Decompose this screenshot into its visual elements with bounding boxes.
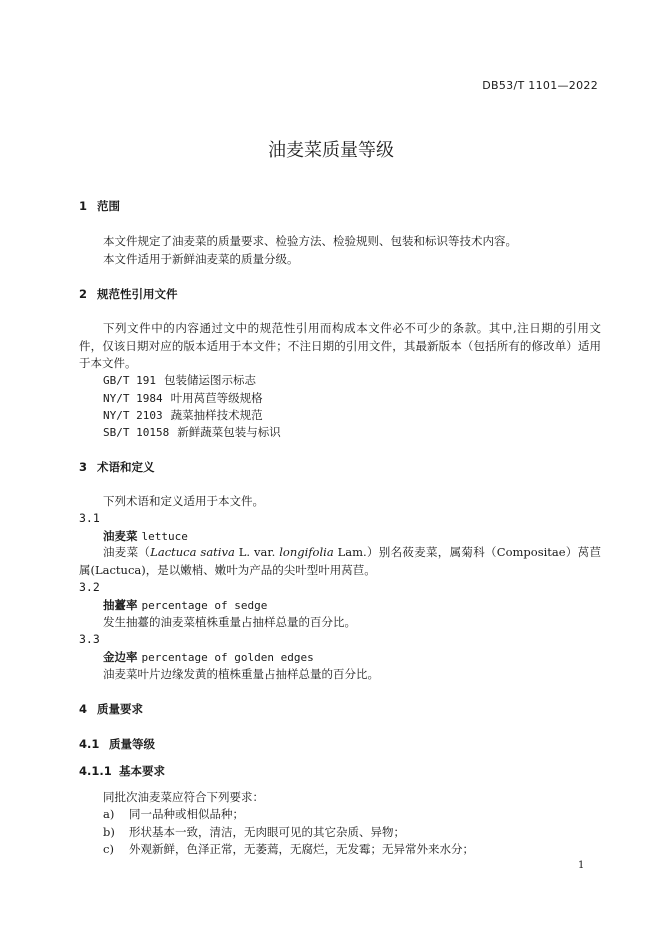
section-title: 规范性引用文件 — [97, 287, 178, 301]
reference-code: SB/T 10158 — [103, 426, 170, 439]
term-number: 3.2 — [79, 580, 100, 594]
reference-title: 叶用莴苣等级规格 — [170, 391, 263, 405]
paragraph: 本文件适用于新鲜油麦菜的质量分级。 — [103, 252, 299, 266]
term-english: percentage of sedge — [141, 599, 268, 612]
document-title: 油麦菜质量等级 — [268, 140, 394, 161]
term-heading — [103, 649, 314, 665]
reference-code: NY/T 2103 — [103, 409, 163, 422]
term-definition: 油麦菜叶片边缘发黄的植株重量占抽样总量的百分比。 — [103, 667, 379, 681]
reference-item — [103, 390, 263, 406]
paragraph: 同批次油麦菜应符合下列要求： — [103, 790, 264, 804]
list-text: 形状基本一致，清洁，无肉眼可见的其它杂质、异物； — [129, 825, 405, 839]
paragraph: 本文件规定了油麦菜的质量要求、检验方法、检验规则、包装和标识等技术内容。 — [103, 234, 517, 248]
section-title: 术语和定义 — [97, 460, 155, 474]
section-title: 质量要求 — [97, 702, 143, 716]
definition-text: L. var. — [234, 545, 280, 559]
reference-item — [103, 407, 263, 423]
term-english: lettuce — [141, 530, 188, 543]
subsubsection-title: 基本要求 — [119, 764, 165, 778]
list-text: 同一品种或相似品种； — [129, 807, 244, 821]
term-chinese: 金边率 — [103, 650, 138, 664]
section-number: 3 — [79, 460, 88, 474]
page-number: 1 — [578, 860, 585, 871]
scientific-name: longifolia — [279, 545, 334, 559]
term-number: 3.1 — [79, 511, 100, 525]
term-heading — [103, 528, 188, 544]
subsubsection-heading — [79, 763, 165, 779]
term-definition: 发生抽薹的油麦菜植株重量占抽样总量的百分比。 — [103, 615, 356, 629]
definition-text: Lam.）别名莜麦菜，属菊科（Compositae）莴苣属(Lactuca)，是以嫩梢、嫩叶为产品的尖叶型叶用莴苣。 — [79, 545, 601, 577]
list-marker: b) — [103, 825, 115, 839]
section-3-heading — [79, 459, 155, 475]
paragraph: 下列文件中的内容通过文中的规范性引用而构成本文件必不可少的条款。其中,注日期的引用文件，仅该日期对应的版本适用于本文件；不注日期的引用文件，其最新版本（包括所有的修改单）适用于本文件。 — [79, 321, 601, 370]
reference-code: GB/T 191 — [103, 374, 156, 387]
term-heading — [103, 597, 267, 613]
list-item — [103, 806, 244, 822]
term-english: percentage of golden edges — [141, 651, 314, 664]
definition-text: 油麦菜（ — [103, 545, 151, 559]
term-chinese: 油麦菜 — [103, 529, 138, 543]
term-chinese: 抽薹率 — [103, 598, 138, 612]
list-text: 外观新鲜，色泽正常，无萎蔫，无腐烂，无发霉；无异常外来水分； — [129, 842, 474, 856]
section-number: 4 — [79, 702, 88, 716]
subsection-heading — [79, 736, 155, 752]
section-4-heading — [79, 701, 143, 717]
scientific-name: Lactuca sativa — [150, 545, 235, 559]
list-item — [103, 824, 405, 840]
list-marker: a) — [103, 807, 115, 821]
section-1-heading — [79, 198, 120, 214]
paragraph: 下列术语和定义适用于本文件。 — [103, 494, 264, 508]
reference-item — [103, 372, 256, 388]
subsection-number: 4.1 — [79, 737, 100, 751]
standard-code: DB53/T 1101—2022 — [482, 79, 598, 92]
section-title: 范围 — [97, 199, 120, 213]
section-number: 2 — [79, 287, 88, 301]
reference-item — [103, 424, 281, 440]
reference-title: 蔬菜抽样技术规范 — [170, 408, 263, 422]
subsubsection-number: 4.1.1 — [79, 764, 112, 778]
term-number: 3.3 — [79, 632, 100, 646]
term-definition — [79, 544, 601, 579]
reference-title: 新鲜蔬菜包装与标识 — [177, 425, 281, 439]
section-2-heading — [79, 286, 178, 302]
reference-title: 包装储运图示标志 — [163, 373, 256, 387]
subsection-title: 质量等级 — [109, 737, 155, 751]
reference-code: NY/T 1984 — [103, 392, 163, 405]
list-item — [103, 841, 474, 857]
section-number: 1 — [79, 199, 88, 213]
list-marker: c) — [103, 842, 114, 856]
